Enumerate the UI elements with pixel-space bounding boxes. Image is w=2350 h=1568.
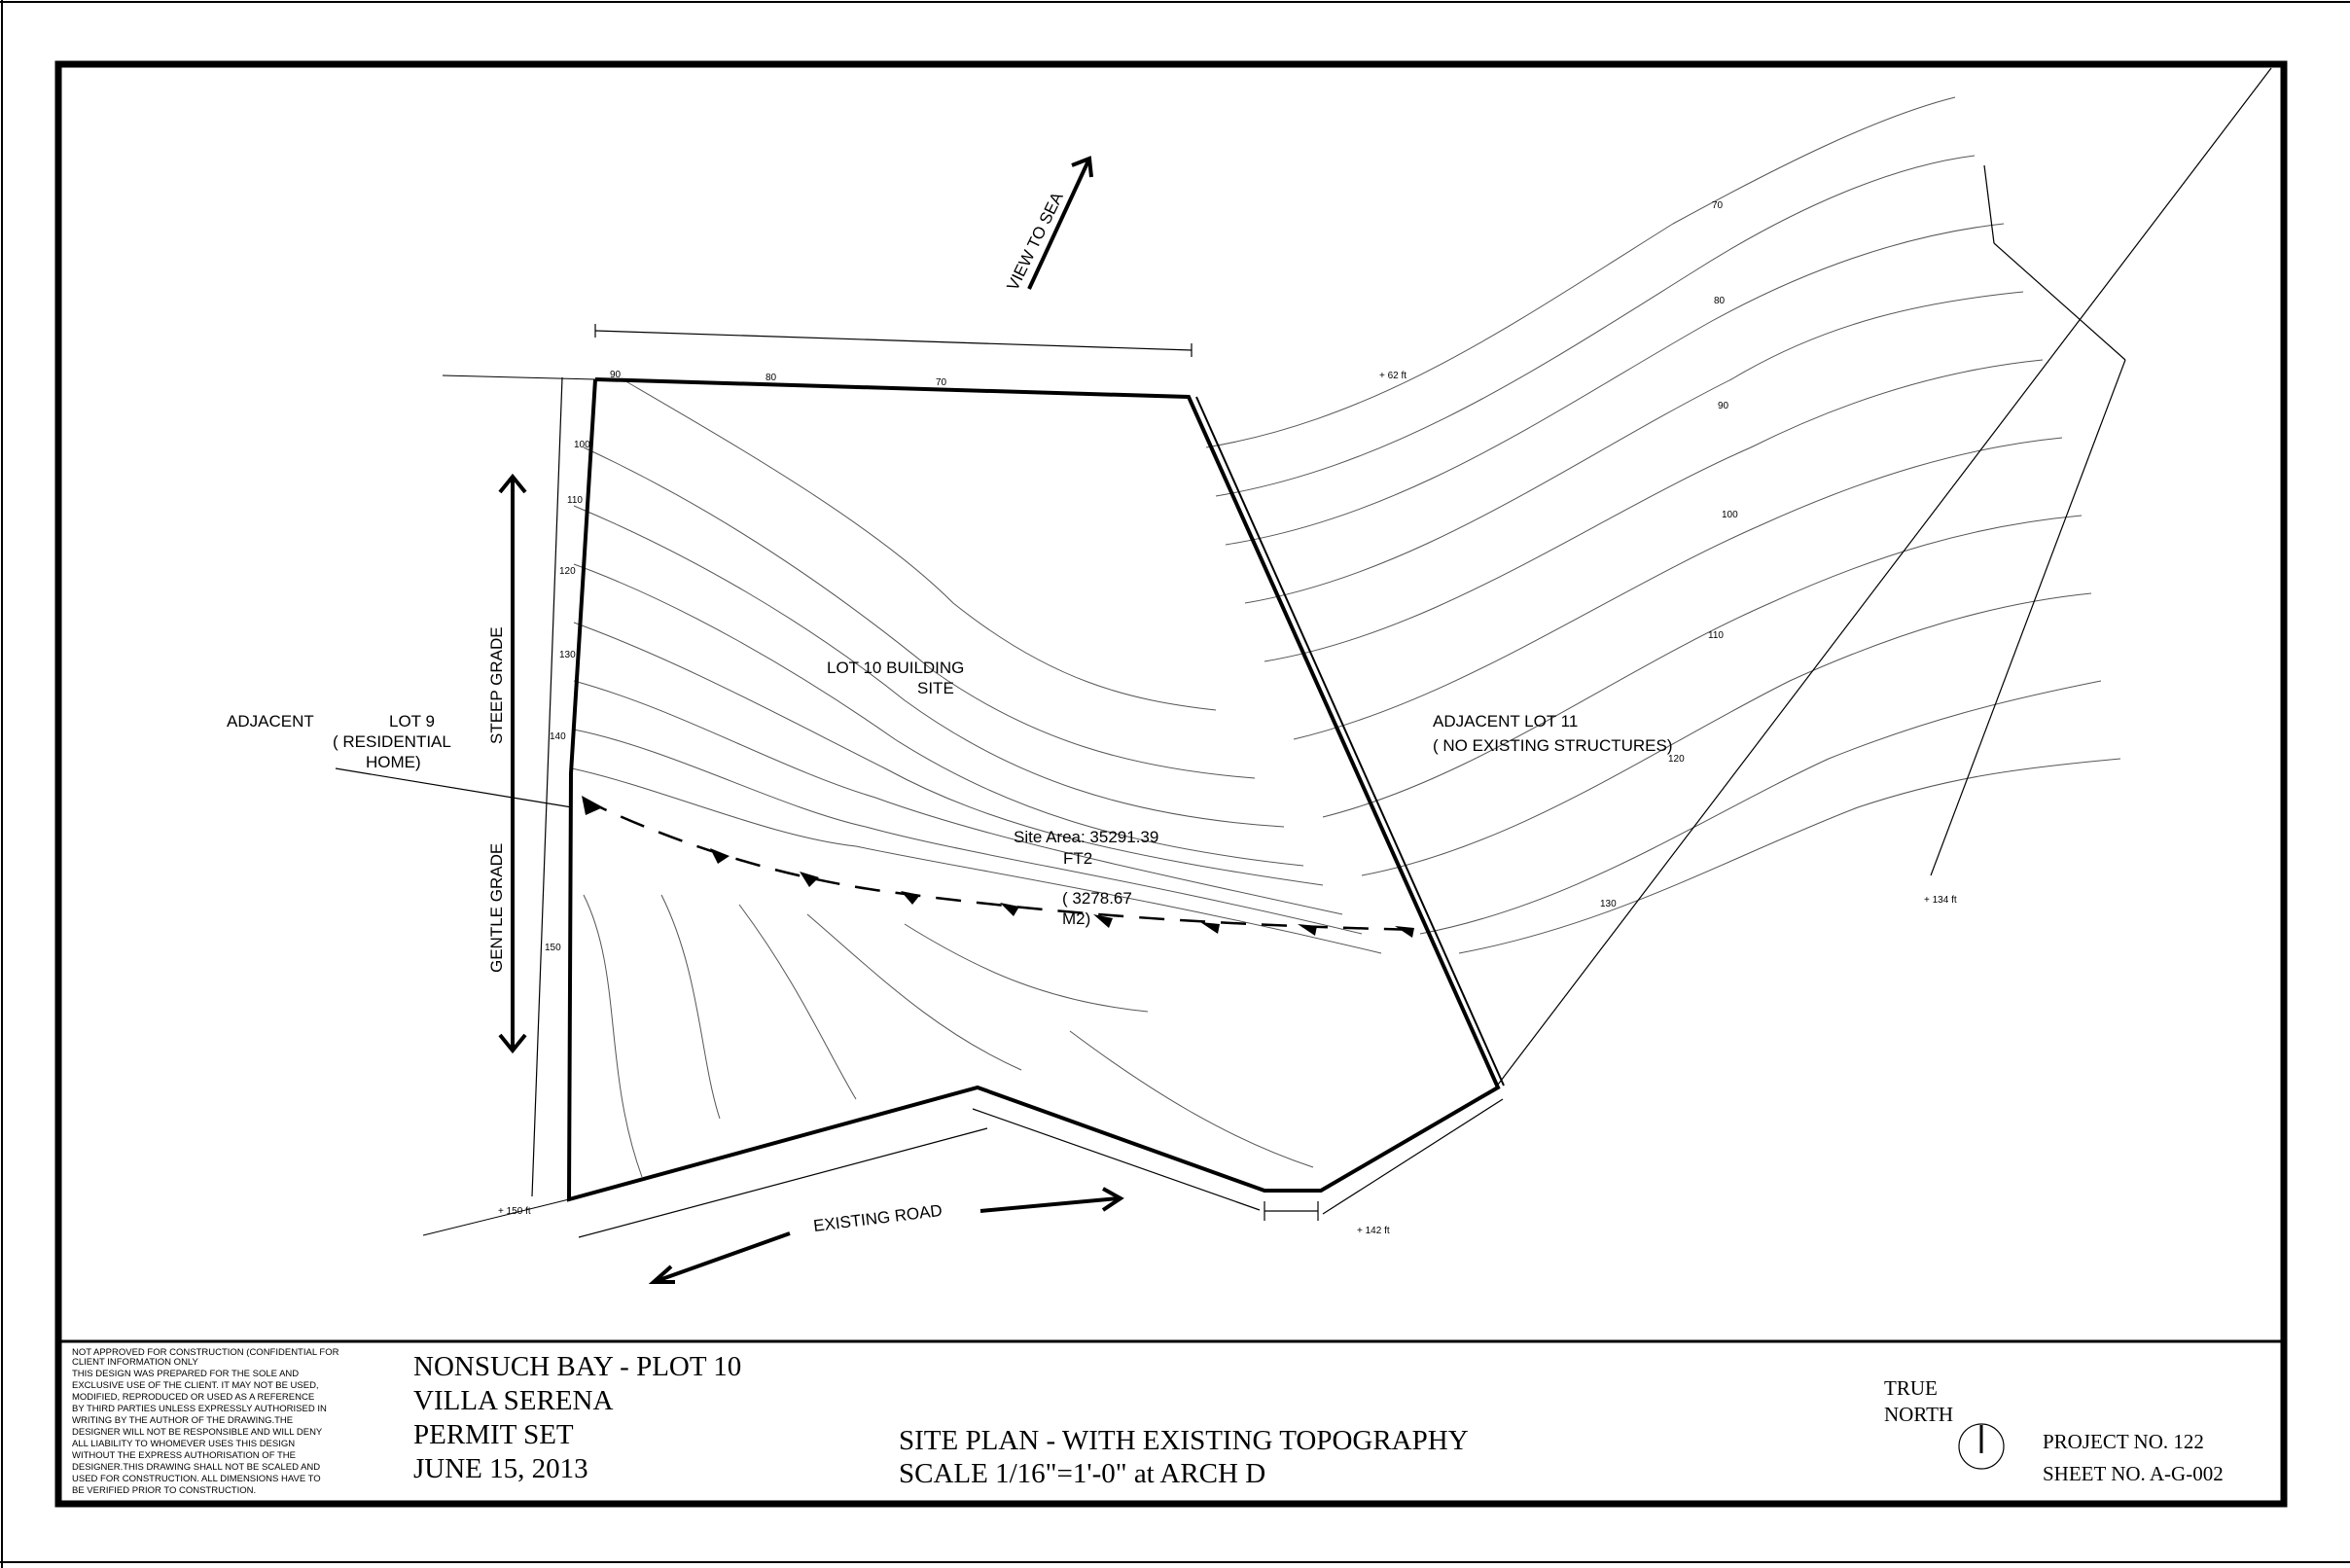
adjacent-lot-11-label: ( NO EXISTING STRUCTURES) bbox=[1433, 736, 1673, 755]
spot-elevation: + 134 ft bbox=[1924, 895, 1957, 906]
disclaimer-line: THIS DESIGN WAS PREPARED FOR THE SOLE AND bbox=[72, 1369, 300, 1379]
contour-label: 90 bbox=[610, 370, 622, 380]
north-label: TRUE bbox=[1884, 1376, 1938, 1400]
disclaimer-line: DESIGNER WILL NOT BE RESPONSIBLE AND WILL DENY bbox=[72, 1427, 323, 1438]
contour-line bbox=[1264, 360, 2043, 661]
contour-label: 140 bbox=[550, 731, 566, 742]
adjacent-lot-9-label: LOT 9 bbox=[389, 712, 435, 731]
grade-arrow-icon bbox=[1000, 903, 1019, 916]
contour-label: 70 bbox=[1712, 200, 1724, 211]
disclaimer bbox=[72, 1347, 339, 1496]
grade-arrow-icon bbox=[710, 848, 730, 864]
lot-10-label: SITE bbox=[917, 679, 954, 697]
disclaimer-line: NOT APPROVED FOR CONSTRUCTION (CONFIDENTIAL FOR bbox=[72, 1347, 339, 1358]
title-block bbox=[72, 1347, 2224, 1496]
contour-line bbox=[1294, 438, 2062, 739]
grade-arrow-icon bbox=[582, 796, 603, 815]
contour-line bbox=[905, 924, 1148, 1012]
contour-label: 120 bbox=[559, 566, 576, 577]
site-area-m2: ( 3278.67 bbox=[1062, 889, 1132, 908]
contour-label: 90 bbox=[1718, 401, 1729, 411]
spot-elevation: + 62 ft bbox=[1379, 371, 1407, 381]
contour-label: 110 bbox=[567, 495, 583, 506]
contour-line bbox=[1206, 97, 1955, 447]
lot-10-label: LOT 10 BUILDING bbox=[827, 659, 965, 677]
existing-road-label: EXISTING ROAD bbox=[812, 1200, 944, 1235]
grade-break-line bbox=[582, 796, 1420, 938]
adjacent-lot-9-label: ADJACENT bbox=[227, 712, 314, 731]
contour-label: 150 bbox=[545, 943, 561, 953]
contour-line bbox=[574, 730, 1362, 934]
view-to-sea-label: VIEW TO SEA bbox=[1003, 189, 1067, 294]
contour-line bbox=[1245, 292, 2023, 603]
disclaimer-line: WITHOUT THE EXPRESS AUTHORISATION OF THE bbox=[72, 1450, 296, 1461]
contour-label: 120 bbox=[1668, 754, 1685, 765]
site-area-m2-unit: M2) bbox=[1062, 909, 1091, 928]
drawing-border bbox=[58, 64, 2284, 1504]
contour-label: 80 bbox=[1714, 296, 1726, 306]
topography bbox=[572, 97, 2120, 1177]
spot-elevation: + 142 ft bbox=[1357, 1226, 1390, 1236]
spot-elevation: + 150 ft bbox=[498, 1206, 531, 1217]
disclaimer-line: BE VERIFIED PRIOR TO CONSTRUCTION. bbox=[72, 1485, 257, 1496]
contour-label: 110 bbox=[1708, 630, 1724, 641]
adjacent-lot-9-label: ( RESIDENTIAL bbox=[333, 732, 451, 751]
contour-label: 100 bbox=[1722, 510, 1738, 520]
road-arrow-icon bbox=[654, 1189, 1121, 1282]
disclaimer-line: BY THIRD PARTIES UNLESS EXPRESSLY AUTHORISED IN bbox=[72, 1404, 327, 1414]
contour-label: 80 bbox=[766, 373, 777, 383]
contour-line bbox=[1323, 516, 2082, 817]
grade-arrow-icon bbox=[1395, 926, 1414, 938]
disclaimer-line: CLIENT INFORMATION ONLY bbox=[72, 1357, 198, 1368]
project-name: NONSUCH BAY - PLOT 10 bbox=[413, 1351, 742, 1382]
contour-line bbox=[584, 895, 642, 1177]
contour-label: 70 bbox=[936, 377, 947, 388]
contour-line bbox=[807, 914, 1021, 1070]
disclaimer-line: DESIGNER.THIS DRAWING SHALL NOT BE SCALED AND bbox=[72, 1462, 321, 1473]
project-number: PROJECT NO. 122 bbox=[2043, 1430, 2204, 1453]
disclaimer-line: USED FOR CONSTRUCTION. ALL DIMENSIONS HAVE TO bbox=[72, 1474, 321, 1484]
site-area-label: Site Area: 35291.39 bbox=[1014, 828, 1159, 846]
contour-line bbox=[1070, 1031, 1313, 1167]
issue-date: JUNE 15, 2013 bbox=[413, 1453, 588, 1484]
gentle-grade-label: GENTLE GRADE bbox=[487, 842, 506, 973]
adjacent-lot-11-label: ADJACENT LOT 11 bbox=[1433, 712, 1579, 731]
contour-line bbox=[574, 564, 1303, 866]
issue-type: PERMIT SET bbox=[413, 1419, 574, 1450]
north-label: NORTH bbox=[1884, 1403, 1954, 1426]
north-arrow-icon bbox=[1959, 1424, 2004, 1469]
disclaimer-line: MODIFIED, REPRODUCED OR USED AS A REFERENCE bbox=[72, 1392, 315, 1403]
sheet-title: SITE PLAN - WITH EXISTING TOPOGRAPHY bbox=[899, 1425, 1469, 1456]
villa-name: VILLA SERENA bbox=[413, 1385, 614, 1416]
contour-line bbox=[739, 905, 856, 1099]
sheet-number: SHEET NO. A-G-002 bbox=[2043, 1462, 2224, 1485]
contour-line bbox=[1216, 156, 1975, 496]
contour-line bbox=[574, 681, 1342, 914]
contour-label: 130 bbox=[1600, 899, 1617, 909]
sheet-scale: SCALE 1/16"=1'-0" at ARCH D bbox=[899, 1458, 1266, 1489]
contour-line bbox=[1459, 759, 2120, 953]
site-area-unit: FT2 bbox=[1063, 849, 1093, 868]
disclaimer-line: WRITING BY THE AUTHOR OF THE DRAWING.THE bbox=[72, 1415, 294, 1426]
lot-11-boundary bbox=[1498, 68, 2271, 1085]
adjacent-lot-9-label: HOME) bbox=[366, 753, 421, 771]
contour-line bbox=[661, 895, 720, 1119]
grade-arrow-icon bbox=[800, 872, 819, 887]
grade-arrow-icon bbox=[1200, 922, 1220, 934]
disclaimer-line: EXCLUSIVE USE OF THE CLIENT. IT MAY NOT BE USED, bbox=[72, 1380, 319, 1391]
project-info bbox=[413, 1351, 741, 1484]
contour-label: 130 bbox=[559, 650, 576, 660]
grade-arrow-icon bbox=[901, 891, 920, 905]
contour-line bbox=[1226, 224, 2004, 545]
disclaimer-line: ALL LIABILITY TO WHOMEVER USES THIS DESIGN bbox=[72, 1439, 296, 1449]
steep-grade-label: STEEP GRADE bbox=[487, 626, 506, 744]
contour-line bbox=[1362, 593, 2091, 875]
contour-label: 100 bbox=[574, 440, 590, 450]
